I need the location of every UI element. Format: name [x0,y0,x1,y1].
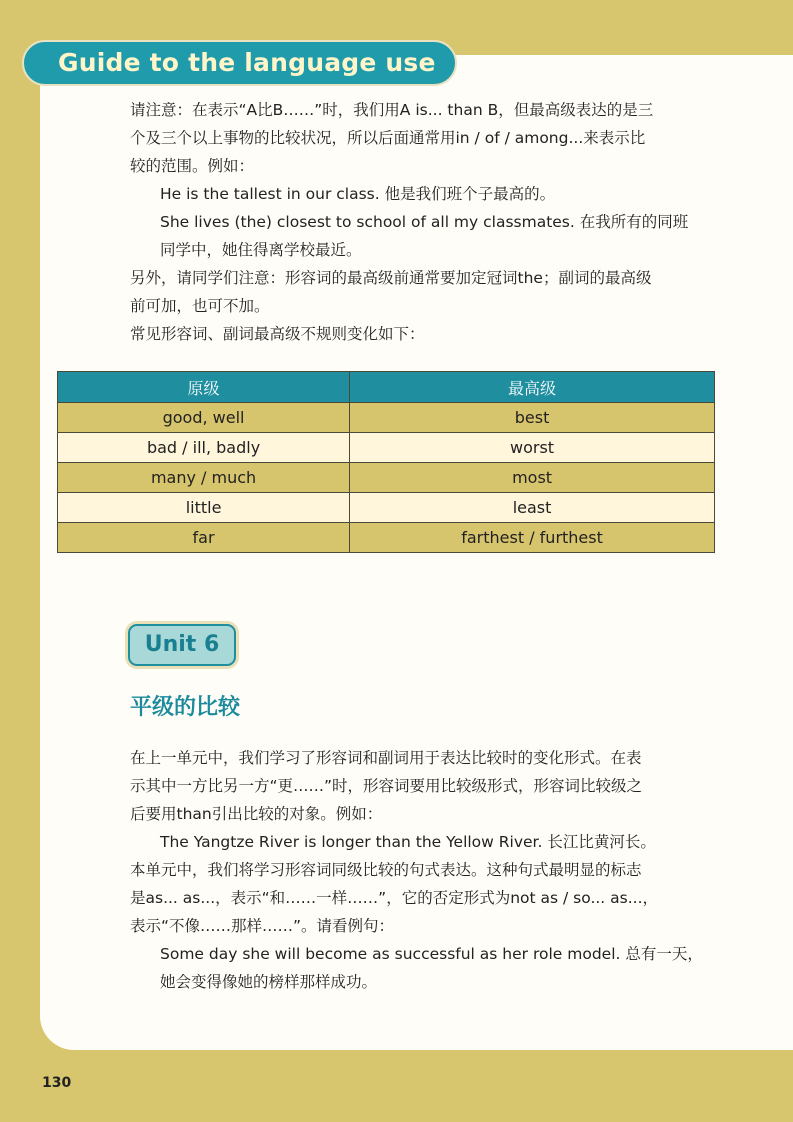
example-sentence: The Yangtze River is longer than the Yellow River. 长江比黄河长。 [160,833,656,851]
table-cell: worst [350,433,715,463]
paragraph-line: 后要用than引出比较的对象。例如： [130,805,383,823]
table-cell: best [350,403,715,433]
table-cell: little [58,493,350,523]
column-header-superlative: 最高级 [350,372,715,403]
section-heading: 平级的比较 [130,695,241,720]
note-line: 另外，请同学们注意：形容词的最高级前通常要加定冠词the；副词的最高级 [130,269,652,287]
table-cell: least [350,493,715,523]
table-row [58,493,715,523]
superlative-table [57,371,715,553]
paragraph-line: 示其中一方比另一方“更……”时，形容词要用比较级形式，形容词比较级之 [130,777,643,795]
table-cell: most [350,463,715,493]
table-cell: many / much [58,463,350,493]
intro-line: 个及三个以上事物的比较状况，所以后面通常用in / of / among...来表示比 [130,129,646,147]
example-sentence: 同学中，她住得离学校最近。 [160,241,362,259]
header-banner [22,40,457,86]
table-row [58,433,715,463]
paragraph-line: 本单元中，我们将学习形容词同级比较的句式表达。这种句式最明显的标志 [130,861,642,879]
table-row [58,463,715,493]
intro-line: 较的范围。例如： [130,157,255,175]
table-header-row [58,372,715,403]
table-cell: far [58,523,350,553]
note-line: 常见形容词、副词最高级不规则变化如下： [130,325,425,343]
column-header-base: 原级 [58,372,350,403]
unit-badge: Unit 6 [128,624,236,666]
table-cell: bad / ill, badly [58,433,350,463]
table-cell: farthest / furthest [350,523,715,553]
example-sentence: He is the tallest in our class. 他是我们班个子最高的。 [160,185,556,203]
page-title: Guide to the language use [58,48,436,77]
table-row [58,523,715,553]
paragraph-line: 表示“不像……那样……”。请看例句： [130,917,395,935]
intro-line: 请注意：在表示“A比B……”时，我们用A is... than B，但最高级表达的是三 [130,101,654,119]
page-number: 130 [42,1075,72,1091]
example-sentence: Some day she will become as successful as her role model. 总有一天， [160,945,703,963]
table-row [58,403,715,433]
example-sentence: She lives (the) closest to school of all my classmates. 在我所有的同班 [160,213,689,231]
paragraph-line: 在上一单元中，我们学习了形容词和副词用于表达比较时的变化形式。在表 [130,749,642,767]
table-cell: good, well [58,403,350,433]
paragraph-line: 是as... as...，表示“和……一样……”，它的否定形式为not as / so... as...， [130,889,659,907]
note-line: 前可加，也可不加。 [130,297,270,315]
example-sentence: 她会变得像她的榜样那样成功。 [160,973,378,991]
